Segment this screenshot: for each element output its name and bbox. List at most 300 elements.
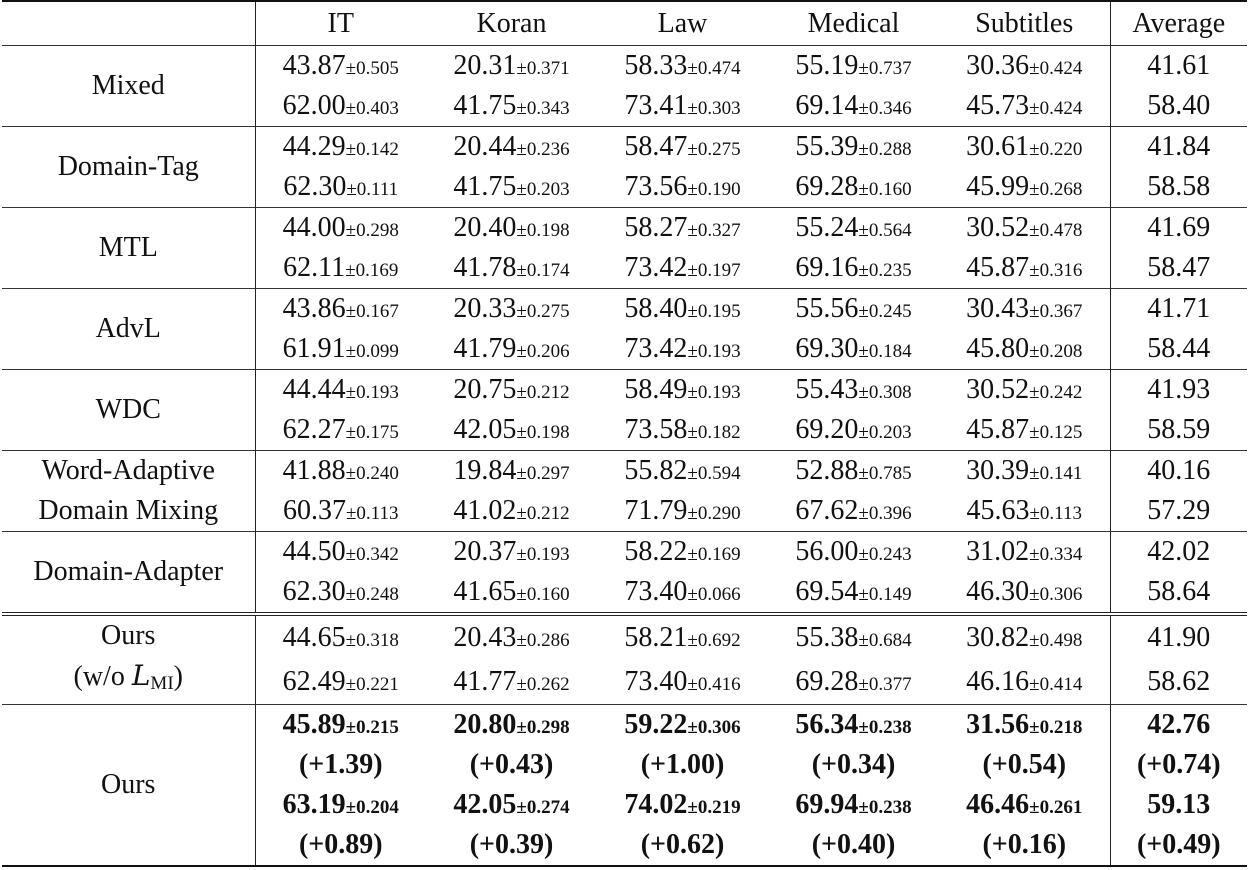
score-value: 20.75 <box>453 374 517 405</box>
score-cell <box>255 208 426 249</box>
score-cell <box>939 289 1110 330</box>
score-cell <box>597 491 768 532</box>
score-std: ±0.160 <box>516 584 570 605</box>
score-cell <box>939 46 1110 87</box>
score-std: ±0.290 <box>687 503 741 524</box>
average-value: 41.61 <box>1147 50 1211 81</box>
score-value: 45.87 <box>966 414 1030 445</box>
score-cell <box>939 705 1110 746</box>
score-value: 74.02 <box>624 789 688 820</box>
score-cell <box>768 208 939 249</box>
score-value: 69.14 <box>795 90 859 121</box>
average-value: 58.64 <box>1147 576 1211 607</box>
score-value: 45.99 <box>966 171 1030 202</box>
score-value: 20.43 <box>453 622 517 654</box>
score-cell <box>597 329 768 370</box>
score-value: 30.52 <box>966 374 1030 405</box>
header-row <box>2 1 1247 46</box>
score-cell <box>939 785 1110 825</box>
average-cell <box>1110 660 1247 704</box>
average-value: 58.59 <box>1147 414 1211 445</box>
table-row <box>2 705 1247 746</box>
gain-cell: (+0.34) <box>811 749 896 780</box>
score-value: 62.00 <box>282 90 346 121</box>
score-std: ±0.342 <box>345 544 399 565</box>
score-std: ±0.343 <box>516 98 570 119</box>
score-cell <box>426 46 597 87</box>
score-cell <box>426 491 597 532</box>
score-cell <box>939 532 1110 573</box>
average-value: 58.62 <box>1147 666 1211 698</box>
method-label: Domain-Tag <box>57 151 199 182</box>
score-std: ±0.142 <box>345 139 399 160</box>
score-value: 30.82 <box>966 622 1030 654</box>
score-value: 55.38 <box>795 622 859 654</box>
score-std: ±0.564 <box>858 220 912 241</box>
score-cell <box>255 572 426 614</box>
score-value: 71.79 <box>624 495 688 526</box>
score-std: ±0.125 <box>1029 422 1083 443</box>
score-cell <box>255 86 426 127</box>
score-cell <box>939 410 1110 451</box>
score-cell <box>597 86 768 127</box>
score-std: ±0.221 <box>345 674 399 696</box>
score-std: ±0.478 <box>1029 220 1083 241</box>
average-value: 42.76 <box>1147 709 1211 740</box>
score-cell <box>426 572 597 614</box>
score-value: 73.40 <box>624 576 688 607</box>
score-cell <box>255 660 426 704</box>
score-cell <box>768 329 939 370</box>
gain-cell: (+0.40) <box>768 825 939 866</box>
score-cell <box>939 660 1110 704</box>
score-value: 56.00 <box>795 536 859 567</box>
score-cell <box>768 660 939 704</box>
score-cell <box>939 86 1110 127</box>
average-cell <box>1110 329 1247 370</box>
gain-cell: (+0.54) <box>982 749 1067 780</box>
score-value: 52.88 <box>795 455 859 486</box>
score-std: ±0.737 <box>858 58 912 79</box>
header-average: Average <box>1110 1 1247 46</box>
score-cell <box>768 248 939 289</box>
score-std: ±0.203 <box>516 179 570 200</box>
average-cell <box>1110 86 1247 127</box>
method-label: WDC <box>95 394 161 425</box>
score-value: 20.31 <box>453 50 517 81</box>
score-cell <box>426 451 597 492</box>
score-std: ±0.594 <box>687 463 741 484</box>
score-value: 69.28 <box>795 171 859 202</box>
score-std: ±0.175 <box>345 422 399 443</box>
score-value: 30.61 <box>966 131 1030 162</box>
score-cell <box>426 410 597 451</box>
method-cell <box>2 705 255 867</box>
method-cell <box>2 370 255 451</box>
score-value: 55.43 <box>795 374 859 405</box>
score-value: 58.27 <box>624 212 688 243</box>
average-value: 57.29 <box>1147 495 1211 526</box>
score-std: ±0.684 <box>858 630 912 652</box>
score-std: ±0.218 <box>1029 717 1083 738</box>
score-cell <box>939 248 1110 289</box>
score-value: 20.44 <box>453 131 517 162</box>
score-value: 67.62 <box>795 495 859 526</box>
score-std: ±0.208 <box>1029 341 1083 362</box>
score-std: ±0.297 <box>516 463 570 484</box>
score-cell <box>426 370 597 411</box>
score-std: ±0.169 <box>687 544 741 565</box>
score-std: ±0.212 <box>516 503 570 524</box>
score-cell <box>426 86 597 127</box>
score-cell <box>597 289 768 330</box>
score-cell <box>597 127 768 168</box>
method-label: Domain Mixing <box>38 495 219 526</box>
score-cell <box>426 614 597 660</box>
score-value: 20.40 <box>453 212 517 243</box>
score-std: ±0.308 <box>858 382 912 403</box>
score-value: 58.47 <box>624 131 688 162</box>
method-cell <box>2 451 255 532</box>
score-std: ±0.298 <box>345 220 399 241</box>
score-cell <box>939 127 1110 168</box>
score-std: ±0.212 <box>516 382 570 403</box>
score-cell <box>597 785 768 825</box>
table-row <box>2 370 1247 411</box>
score-value: 69.16 <box>795 252 859 283</box>
score-std: ±0.371 <box>516 58 570 79</box>
score-cell <box>597 705 768 746</box>
score-cell <box>426 248 597 289</box>
average-value: 58.47 <box>1147 252 1211 283</box>
score-std: ±0.169 <box>345 260 399 281</box>
score-value: 69.54 <box>795 576 859 607</box>
score-std: ±0.346 <box>858 98 912 119</box>
score-value: 45.80 <box>966 333 1030 364</box>
average-gain-cell: (+0.74) <box>1110 745 1247 785</box>
score-value: 42.05 <box>453 789 517 820</box>
score-cell <box>768 46 939 87</box>
score-cell <box>939 167 1110 208</box>
score-cell <box>597 208 768 249</box>
header-it: IT <box>255 1 426 46</box>
score-std: ±0.303 <box>687 98 741 119</box>
score-cell <box>939 491 1110 532</box>
average-cell <box>1110 248 1247 289</box>
score-std: ±0.274 <box>516 797 570 818</box>
score-std: ±0.193 <box>516 544 570 565</box>
score-value: 44.44 <box>282 374 346 405</box>
loss-symbol: L <box>131 659 151 692</box>
average-value: 59.13 <box>1147 789 1211 820</box>
score-cell <box>426 532 597 573</box>
score-value: 20.33 <box>453 293 517 324</box>
method-cell <box>2 532 255 615</box>
score-value: 58.21 <box>624 622 688 654</box>
score-std: ±0.066 <box>687 584 741 605</box>
score-std: ±0.111 <box>346 179 399 200</box>
average-value: 58.40 <box>1147 90 1211 121</box>
score-value: 42.05 <box>453 414 517 445</box>
score-std: ±0.416 <box>687 674 741 696</box>
score-cell <box>426 167 597 208</box>
score-std: ±0.219 <box>687 797 741 818</box>
score-std: ±0.268 <box>1029 179 1083 200</box>
score-value: 58.40 <box>624 293 688 324</box>
score-value: 45.63 <box>966 495 1030 526</box>
score-value: 46.30 <box>966 576 1030 607</box>
score-cell <box>939 572 1110 614</box>
score-std: ±0.220 <box>1029 139 1083 160</box>
score-cell <box>768 614 939 660</box>
score-value: 55.39 <box>795 131 859 162</box>
score-cell <box>768 410 939 451</box>
score-cell <box>255 451 426 492</box>
score-std: ±0.316 <box>1029 260 1083 281</box>
score-cell <box>597 410 768 451</box>
score-value: 55.82 <box>624 455 688 486</box>
score-cell <box>255 289 426 330</box>
method-label: Ours <box>101 620 156 651</box>
score-value: 46.16 <box>966 666 1030 698</box>
score-value: 41.75 <box>453 90 517 121</box>
score-std: ±0.248 <box>345 584 399 605</box>
score-cell <box>255 329 426 370</box>
score-value: 55.24 <box>795 212 859 243</box>
method-cell <box>2 127 255 208</box>
average-value: 41.90 <box>1147 622 1211 654</box>
score-value: 59.22 <box>624 709 688 740</box>
method-cell <box>2 289 255 370</box>
average-cell <box>1110 127 1247 168</box>
score-value: 58.49 <box>624 374 688 405</box>
score-cell <box>768 705 939 746</box>
score-std: ±0.327 <box>687 220 741 241</box>
score-std: ±0.474 <box>687 58 741 79</box>
average-cell <box>1110 705 1247 746</box>
average-value: 41.69 <box>1147 212 1211 243</box>
score-std: ±0.306 <box>687 717 741 738</box>
score-value: 73.42 <box>624 333 688 364</box>
score-std: ±0.160 <box>858 179 912 200</box>
average-cell <box>1110 410 1247 451</box>
score-std: ±0.236 <box>516 139 570 160</box>
score-std: ±0.414 <box>1029 674 1083 696</box>
score-value: 20.37 <box>453 536 517 567</box>
score-std: ±0.261 <box>1029 797 1083 818</box>
average-cell <box>1110 614 1247 660</box>
score-std: ±0.785 <box>858 463 912 484</box>
method-label: Word-Adaptive <box>41 455 215 486</box>
score-value: 69.28 <box>795 666 859 698</box>
average-cell <box>1110 451 1247 492</box>
score-value: 41.78 <box>453 252 517 283</box>
results-table-container <box>2 0 1247 867</box>
score-cell <box>768 127 939 168</box>
score-std: ±0.245 <box>858 301 912 322</box>
average-gain-cell: (+0.49) <box>1110 825 1247 866</box>
score-cell <box>426 127 597 168</box>
score-value: 30.52 <box>966 212 1030 243</box>
average-value: 58.58 <box>1147 171 1211 202</box>
method-cell <box>2 46 255 127</box>
results-table <box>2 0 1247 867</box>
score-cell <box>939 614 1110 660</box>
header-medical: Medical <box>768 1 939 46</box>
score-cell <box>939 208 1110 249</box>
score-cell <box>939 451 1110 492</box>
table-row <box>2 289 1247 330</box>
average-value: 58.44 <box>1147 333 1211 364</box>
average-value: 41.84 <box>1147 131 1211 162</box>
score-value: 41.88 <box>282 455 346 486</box>
score-value: 31.02 <box>966 536 1030 567</box>
header-koran: Koran <box>426 1 597 46</box>
gain-cell: (+0.62) <box>597 825 768 866</box>
score-std: ±0.193 <box>345 382 399 403</box>
average-cell <box>1110 785 1247 825</box>
score-cell <box>255 167 426 208</box>
score-cell <box>597 167 768 208</box>
score-std: ±0.149 <box>858 584 912 605</box>
score-cell <box>255 46 426 87</box>
score-cell <box>939 329 1110 370</box>
score-std: ±0.424 <box>1029 58 1083 79</box>
score-std: ±0.334 <box>1029 544 1083 565</box>
score-std: ±0.190 <box>687 179 741 200</box>
score-value: 31.56 <box>966 709 1030 740</box>
score-value: 73.40 <box>624 666 688 698</box>
method-cell <box>2 614 255 705</box>
table-row <box>2 532 1247 573</box>
average-cell <box>1110 572 1247 614</box>
score-value: 30.43 <box>966 293 1030 324</box>
average-cell <box>1110 46 1247 87</box>
score-std: ±0.306 <box>1029 584 1083 605</box>
score-cell <box>426 329 597 370</box>
score-value: 19.84 <box>453 455 517 486</box>
score-value: 44.00 <box>282 212 346 243</box>
score-cell <box>597 572 768 614</box>
score-cell <box>255 491 426 532</box>
table-row <box>2 451 1247 492</box>
score-cell <box>768 451 939 492</box>
score-std: ±0.198 <box>516 220 570 241</box>
score-std: ±0.396 <box>858 503 912 524</box>
score-std: ±0.262 <box>516 674 570 696</box>
score-std: ±0.286 <box>516 630 570 652</box>
score-value: 41.65 <box>453 576 517 607</box>
score-value: 45.89 <box>282 709 346 740</box>
score-cell <box>426 785 597 825</box>
score-std: ±0.240 <box>345 463 399 484</box>
score-value: 62.30 <box>283 171 347 202</box>
score-std: ±0.193 <box>687 382 741 403</box>
score-cell <box>255 248 426 289</box>
method-label-ablation <box>2 656 255 704</box>
score-std: ±0.275 <box>687 139 741 160</box>
score-std: ±0.498 <box>1029 630 1083 652</box>
score-value: 73.56 <box>624 171 688 202</box>
average-value: 41.71 <box>1147 293 1211 324</box>
score-cell <box>426 208 597 249</box>
score-std: ±0.692 <box>687 630 741 652</box>
score-cell <box>768 86 939 127</box>
score-value: 60.37 <box>283 495 346 526</box>
header-corner <box>2 1 255 46</box>
average-cell <box>1110 370 1247 411</box>
score-cell <box>255 705 426 746</box>
method-label: Ours <box>101 769 156 800</box>
score-std: ±0.367 <box>1029 301 1083 322</box>
gain-cell: (+0.39) <box>426 825 597 866</box>
score-value: 58.33 <box>624 50 688 81</box>
average-value: 42.02 <box>1147 536 1211 567</box>
average-cell <box>1110 167 1247 208</box>
score-std: ±0.215 <box>345 717 399 738</box>
score-std: ±0.113 <box>346 503 399 524</box>
score-value: 45.87 <box>966 252 1030 283</box>
score-value: 43.87 <box>282 50 346 81</box>
score-value: 30.39 <box>966 455 1030 486</box>
score-std: ±0.424 <box>1029 98 1083 119</box>
score-std: ±0.403 <box>345 98 399 119</box>
score-cell <box>255 614 426 660</box>
score-value: 58.22 <box>624 536 688 567</box>
score-std: ±0.141 <box>1029 463 1083 484</box>
score-cell <box>768 785 939 825</box>
score-std: ±0.318 <box>345 630 399 652</box>
score-cell <box>597 248 768 289</box>
score-std: ±0.193 <box>687 341 741 362</box>
score-std: ±0.235 <box>858 260 912 281</box>
ablation-prefix: (w/o <box>73 661 132 692</box>
gain-cell: (+0.16) <box>939 825 1110 866</box>
score-value: 44.65 <box>282 622 346 654</box>
score-value: 73.41 <box>624 90 688 121</box>
header-law: Law <box>597 1 768 46</box>
score-std: ±0.243 <box>858 544 912 565</box>
score-value: 69.20 <box>795 414 859 445</box>
average-cell <box>1110 289 1247 330</box>
score-value: 73.42 <box>624 252 688 283</box>
score-std: ±0.197 <box>687 260 741 281</box>
score-cell <box>597 370 768 411</box>
score-value: 46.46 <box>966 789 1030 820</box>
score-cell <box>597 532 768 573</box>
score-std: ±0.099 <box>345 341 399 362</box>
score-value: 62.49 <box>282 666 346 698</box>
score-value: 41.77 <box>453 666 517 698</box>
score-value: 41.02 <box>453 495 517 526</box>
score-value: 62.30 <box>282 576 346 607</box>
score-value: 41.75 <box>453 171 517 202</box>
score-cell <box>597 660 768 704</box>
score-cell <box>255 785 426 825</box>
score-std: ±0.238 <box>858 717 912 738</box>
score-std: ±0.505 <box>345 58 399 79</box>
score-value: 62.11 <box>283 252 346 283</box>
score-std: ±0.377 <box>858 674 912 696</box>
score-std: ±0.238 <box>858 797 912 818</box>
score-cell <box>768 289 939 330</box>
score-std: ±0.182 <box>687 422 741 443</box>
score-value: 55.19 <box>795 50 859 81</box>
score-cell <box>939 370 1110 411</box>
method-label: Domain-Adapter <box>33 556 224 587</box>
gain-cell: (+1.39) <box>255 745 426 785</box>
score-value: 44.50 <box>282 536 346 567</box>
